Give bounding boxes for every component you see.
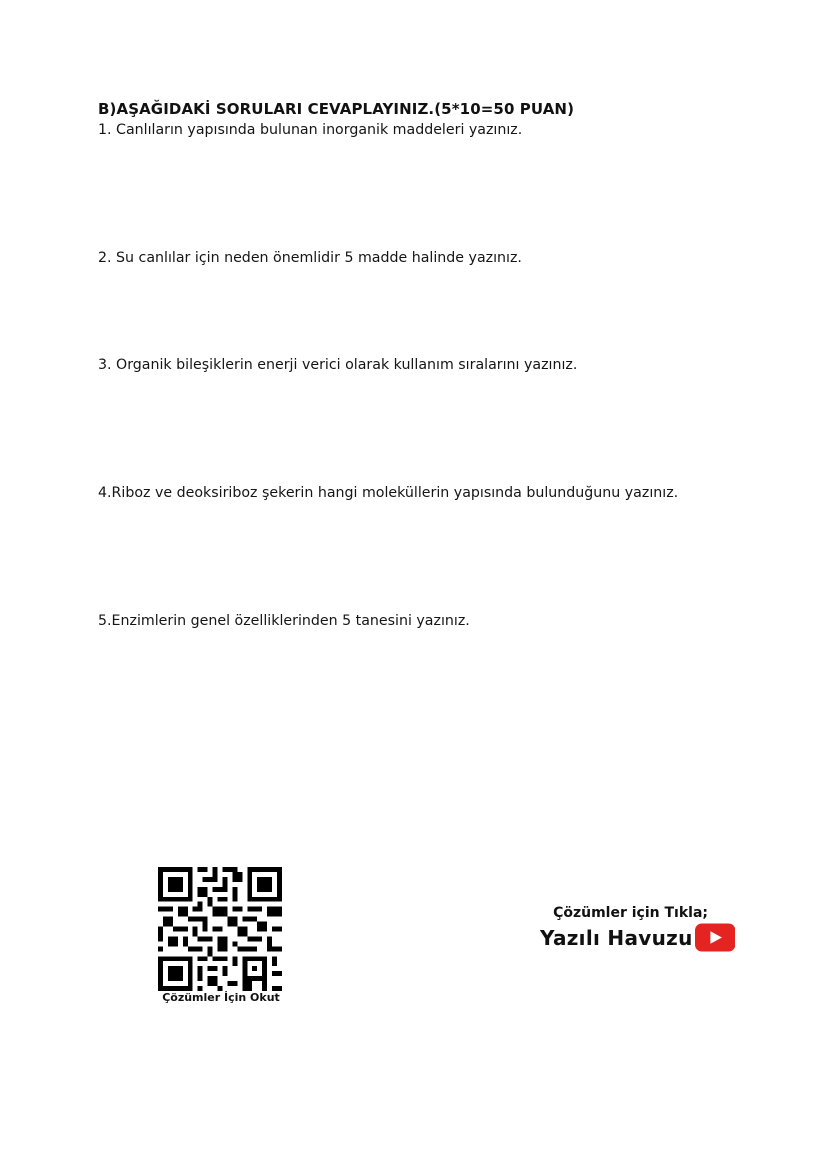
youtube-promo[interactable]	[540, 905, 735, 952]
channel-name[interactable]: Yazılı Havuzu	[540, 925, 693, 950]
youtube-cta-text: Çözümler için Tıkla;	[553, 905, 708, 921]
section-heading: B)AŞAĞIDAKİ SORULARI CEVAPLAYINIZ.(5*10=50 PUAN)	[98, 100, 575, 118]
youtube-link[interactable]	[540, 923, 735, 952]
question-3: 3. Organik bileşiklerin enerji verici olarak kullanım sıralarını yazınız.	[98, 357, 578, 373]
question-5: 5.Enzimlerin genel özelliklerinden 5 tanesini yazınız.	[98, 613, 470, 629]
qr-block	[157, 867, 285, 1004]
youtube-play-icon[interactable]	[695, 923, 735, 952]
question-2: 2. Su canlılar için neden önemlidir 5 madde halinde yazınız.	[98, 250, 522, 266]
question-1: 1. Canlıların yapısında bulunan inorganik maddeleri yazınız.	[98, 122, 523, 138]
qr-code-icon[interactable]	[158, 867, 282, 991]
question-4: 4.Riboz ve deoksiriboz şekerin hangi moleküllerin yapısında bulunduğunu yazınız.	[98, 485, 679, 501]
qr-caption: Çözümler İçin Okut	[162, 991, 280, 1004]
